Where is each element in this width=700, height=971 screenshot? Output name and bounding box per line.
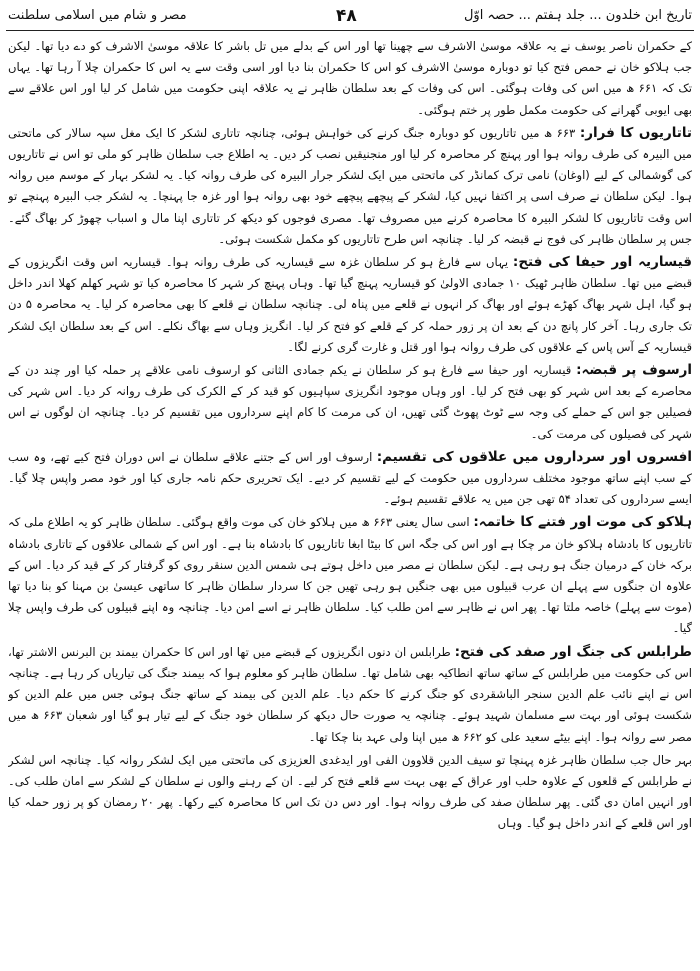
paragraph-text: اسی سال یعنی ۶۶۳ ھ میں ہلاکو خان کی موت واقع ہوگئی۔ سلطان ظاہر کو یہ اطلاع ملی کہ تاتاریوں کا بادشاہ ہلاکو خان مر چکا ہے اور اس کی جگہ اس کا بیٹا ابغا تاتاریوں کا بادشاہ بنا ہے۔ اور اس کے شمالی علاقوں کے تاتاری بادشاہ برکہ خان کے درمیان جنگ ہو رہی ہے۔ لیکن سلطان نے مصر میں داخل ہوتے ہی شمس الدین سنقر روی کو گرفتار کر کے قید کر دیا۔ اس کے علاوہ ان جنگوں سے پہلے ان عرب قبیلوں میں بھی جنگیں ہو رہی تھیں جن کا سردار سلطان ظاہر کا ساتھی عیسیٰ بن مہنا کو بنا دیا تھا (موت سے پہلے) خاصہ ملتا تھا۔ پھر اس نے ظاہر سے امن طلب کیا۔ سلطان ظاہر نے اسے امن دیا۔ چنانچہ وہ اپنے قبیلوں کی طرف واپس چلا گیا۔: [8, 515, 692, 636]
paragraph: [8, 123, 692, 250]
paragraph-text: طرابلس ان دنوں انگریزوں کے قبضے میں تھا اور اس کا حکمران بیمند بن البرنس الاشتر تھا، اس کی حکومت میں طرابلس کے ساتھ ساتھ انطاکیہ بھی شامل تھا۔ سلطان ظاہر کو معلوم ہوا کہ بیمند جنگ کی تیاریاں کر رہا ہے۔ چنانچہ اس نے اپنے نائب علم الدین سنجر الباشقردی کو جنگ کرنے کا حکم دیا۔ علم الدین کی بیمند کے ساتھ جنگ ہوئی جس میں علم الدین کو شکست ہوئی اور بہت سے مسلمان شہید ہوئے۔ چنانچہ یہ صورت حال دیکھ کر سلطان خود جنگ کے لیے تیار ہو گیا اور شعبان ۶۶۳ ھ میں مصر سے روانہ ہوا۔ اپنے بیٹے سعید علی کو ۶۶۲ ھ میں اپنا ولی عہد بنا چکا تھا۔: [8, 644, 692, 744]
paragraph: [8, 512, 692, 639]
running-header: [6, 2, 694, 31]
section-heading: تاتاریوں کا فرار:: [579, 124, 692, 141]
paragraph-text: ۶۶۳ ھ میں تاتاریوں کو دوبارہ جنگ کرنے کی خواہش ہوئی، چنانچہ تاتاری لشکر کا ایک مغل سپہ سالار کی ماتحتی میں البیرہ کی طرف روانہ ہوا اور پہنچ کر محاصرہ کر لیا اور منجنیقیں نصب کر دیں۔ یہ اطلاع جب سلطان ظاہر کو ملی تو اس نے تاتاریوں کی گوشمالی کے لیے (اوغان) نامی ترک کمانڈر کی ماتحتی میں ایک لشکر جرار البیرہ کی طرف روانہ کیا۔ یہ لشکر بہار کے موسم میں روانہ ہوا۔ لیکن سلطان نے صرف اسی پر اکتفا نہیں کیا، لشکر کے پیچھے پیچھے خود بھی روانہ ہوا اور غزہ جا پہنچا۔ یہ لشکر جب البیرہ پہنچے تو اس وقت تاتاریوں کا لشکر البیرہ کا محاصرہ کرنے میں مصروف تھا۔ مصری فوجوں کو دیکھ کر تاتاری اپنا مال و اسباب چھوڑ کر بھاگ گئے۔ جس پر سلطان ظاہر کی فوج نے قبضہ کر لیا۔ چنانچہ اس طرح تاتاریوں کو مکمل شکست ہوئی۔: [8, 125, 692, 246]
paragraph: [8, 447, 692, 511]
page-body: [8, 36, 692, 967]
header-chapter-title: مصر و شام میں اسلامی سلطنت: [8, 8, 187, 23]
paragraph: [8, 252, 692, 358]
header-book-title: تاریخ ابن خلدون ... جلد ہفتم ... حصہ اوّل: [463, 8, 692, 23]
paragraph-text: کے حکمران ناصر یوسف نے یہ علاقہ موسیٰ الاشرف سے چھینا تھا اور اس کے بدلے میں تل باشر کا علاقہ موسیٰ الاشرف کو دے دیا تھا۔ لیکن جب ہلاکو خان نے حمص فتح کیا تو دوبارہ موسیٰ الاشرف کو اس کا حکمران بنا دیا اور اسی وقت سے یہ اس کا حکمران چلا آ رہا تھا۔ یہاں تک کہ ۶۶۱ ھ میں اس کی وفات ہوگئی۔ اس کی وفات کے بعد سلطان ظاہر نے یہ علاقہ اپنی حکومت میں شامل کر لیا اور اس علاقے سے بھی ایوبی گھرانے کی حکومت مکمل طور پر ختم ہوگئی۔: [8, 39, 692, 117]
section-heading: طرابلس کی جنگ اور صفد کی فتح:: [454, 643, 692, 660]
paragraph-text: یہاں سے فارغ ہو کر سلطان غزہ سے قیساریہ کی طرف روانہ ہوا۔ قیساریہ اس وقت انگریزوں کے قبضے میں تھا۔ سلطان ظاہر ٹھیک ۱۰ جمادی الاولیٰ کو قیساریہ پہنچ گیا تھا۔ وہاں پہنچ کر شہر کا محاصرہ کیا تو شہر کھلم کھلا اندر داخل ہو گیا، اہل شہر بھاگ کھڑے ہوئے اور بھاگ کر انہوں نے قلعے میں پناہ لی۔ چنانچہ سلطان نے قلعے کا بھی محاصرہ کر لیا۔ یہ محاصرہ ۵ دن تک جاری رہا۔ آخر کار پانچ دن کے بعد ان پر زور حملہ کر کے قلعے کو فتح کر لیا۔ انگریز وہاں سے بھاگ نکلے۔ اس کے بعد سلطان ایک لشکر قیساریہ کے آس پاس کے علاقوں کی طرف روانہ ہوا اور قتل و غارت گری کرنے لگا۔: [8, 255, 692, 354]
section-heading: قیساریہ اور حیفا کی فتح:: [512, 254, 692, 271]
paragraph-text: ارسوف اور اس کے جتنے علاقے سلطان نے اس دوران فتح کیے تھے، وہ سب کے سب اپنے ساتھ موجود مختلف سرداروں میں حکومت کے لیے تقسیم کر دیے۔ ایک تحریری حکم نامہ جاری کیا اور خود مصر واپس چلا گیا۔ ایسے سرداروں کی تعداد ۵۴ تھی جن میں یہ علاقے تقسیم ہوئے۔: [8, 449, 692, 507]
section-heading: ارسوف پر قبضہ:: [576, 362, 692, 379]
paragraph: [8, 36, 692, 121]
paragraph-text: بہر حال جب سلطان ظاہر غزہ پہنچا تو سیف الدین قلاوون الفی اور ایدغدی العزیزی کی ماتحتی میں ایک لشکر روانہ کیا۔ چنانچہ اس لشکر نے طرابلس کے قلعوں کے علاوہ حلب اور عراق کے بھی بہت سے قلعے فتح کر لیے۔ ان کے رہنے والوں نے سلطان کے لشکر سے امان طلب کی۔ اور انہیں امان دی گئی۔ پھر سلطان صفد کی طرف روانہ ہوا۔ اور دس دن تک اس کا محاصرہ کیے رکھا۔ پھر ۲۰ رمضان کو پر زور حملہ کیا اور اس قلعے کے اندر داخل ہو گیا۔ وہاں: [8, 752, 692, 831]
section-heading: ہلاکو کی موت اور فتنے کا خاتمہ:: [473, 514, 692, 531]
paragraph: [8, 360, 692, 445]
section-heading: افسروں اور سرداروں میں علاقوں کی تقسیم:: [376, 448, 692, 465]
paragraph-text: قیساریہ اور حیفا سے فارغ ہو کر سلطان نے یکم جمادی الثانی کو ارسوف نامی علاقے پر حملہ کیا اور چند دن کے محاصرے کے بعد اس شہر کو بھی فتح کر لیا۔ اور وہاں موجود انگریزی سپاہیوں کو قید کر کے الکرک کی طرف روانہ کر دیا۔ اس شہر کی فصیلیں جو اس کے حملے کی وجہ سے ٹوٹ پھوٹ گئی تھیں، ان کی مرمت کا کام اپنے سرداروں میں تقسیم کر دیا۔ چنانچہ ان لوگوں نے اس شہر کی فصیلوں کی مرمت کی۔: [8, 363, 692, 441]
paragraph: [8, 642, 692, 748]
paragraph: [8, 750, 692, 835]
page-number: ۴۸: [336, 6, 357, 26]
